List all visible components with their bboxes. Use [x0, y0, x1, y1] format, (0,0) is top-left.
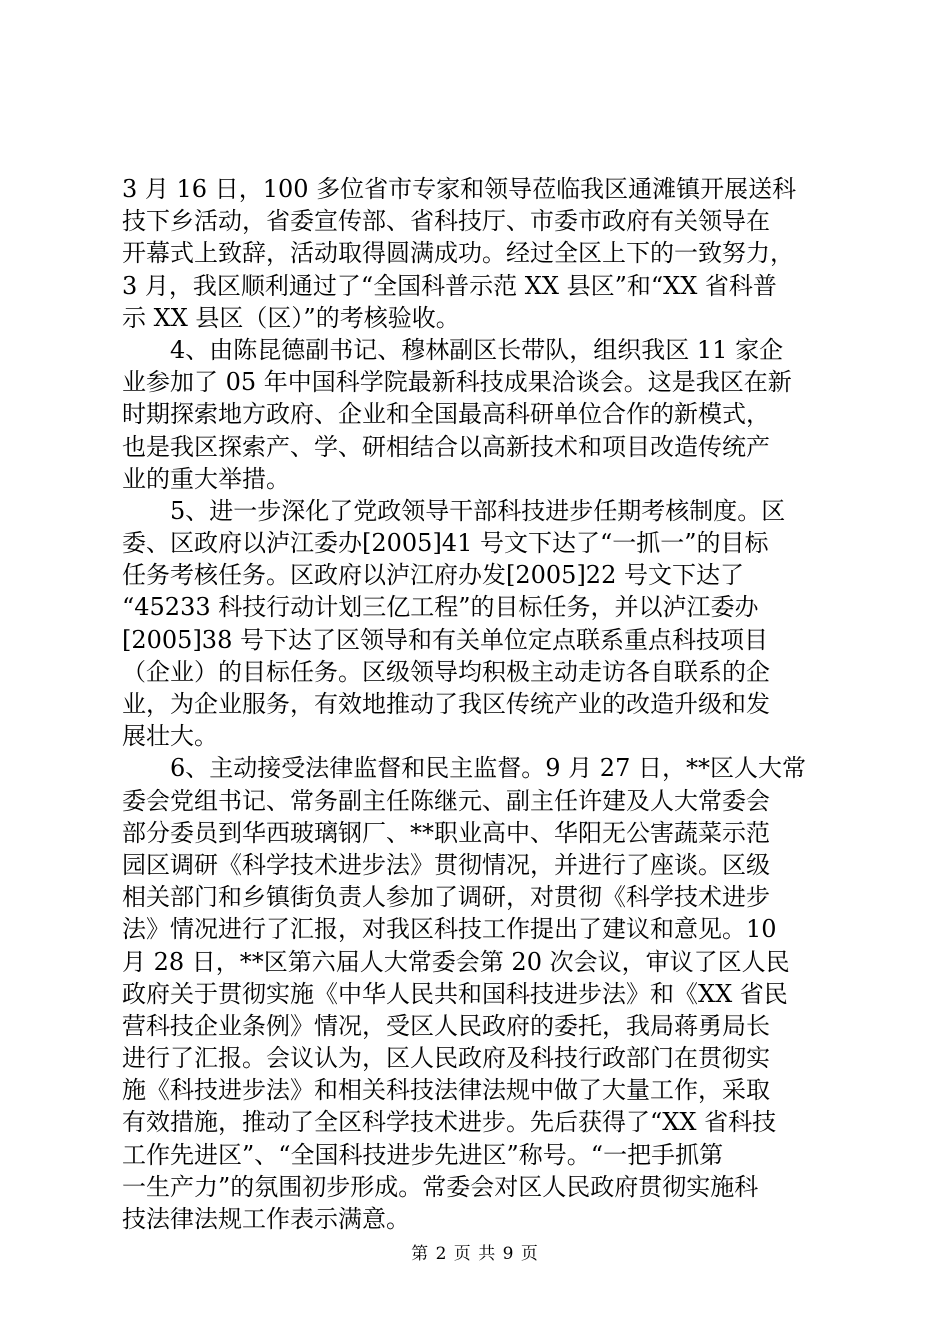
text-line: 工作先进区”、“全国科技进步先进区”称号。“一把手抓第: [122, 1140, 724, 1169]
body-text: [122, 173, 832, 1235]
text-line: 业参加了 05 年中国科学院最新科技成果洽谈会。这是我区在新: [122, 368, 792, 397]
text-line: 委会党组书记、常务副主任陈继元、副主任许建及人大常委会: [122, 786, 770, 815]
text-line: 示 XX 县区（区）”的考核验收。: [122, 303, 460, 332]
text-line: 一生产力”的氛围初步形成。常委会对区人民政府贯彻实施科: [122, 1172, 759, 1201]
text-line: 5、进一步深化了党政领导干部科技进步任期考核制度。区: [122, 496, 786, 525]
text-line: 技法律法规工作表示满意。: [122, 1205, 410, 1233]
text-line: 展壮大。: [122, 722, 218, 751]
text-line: 施《科技进步法》和相关科技法律法规中做了大量工作，采取: [122, 1076, 770, 1105]
text-line: 业的重大举措。: [122, 464, 290, 493]
text-line: 委、区政府以泸江委办[2005]41 号文下达了“一抓一”的目标: [122, 529, 769, 558]
text-line: 3 月，我区顺利通过了“全国科普示范 XX 县区”和“XX 省科普: [122, 271, 777, 300]
page-footer: 第 2 页 共 9 页: [411, 1244, 539, 1264]
text-line: 营科技企业条例》情况，受区人民政府的委托，我局蒋勇局长: [122, 1011, 770, 1040]
text-line: 技下乡活动，省委宣传部、省科技厅、市委市政府有关领导在: [122, 207, 770, 236]
text-line: 相关部门和乡镇街负责人参加了调研，对贯彻《科学技术进步: [122, 883, 770, 912]
text-line: [2005]38 号下达了区领导和有关单位定点联系重点科技项目: [122, 625, 768, 654]
text-line: “45233 科技行动计划三亿工程”的目标任务，并以泸江委办: [122, 593, 759, 622]
text-line: 法》情况进行了汇报，对我区科技工作提出了建议和意见。10: [122, 915, 777, 944]
text-line: 业，为企业服务，有效地推动了我区传统产业的改造升级和发: [122, 690, 770, 718]
text-line: （企业）的目标任务。区级领导均积极主动走访各自联系的企: [122, 657, 770, 686]
text-line: 开幕式上致辞，活动取得圆满成功。经过全区上下的一致努力，: [122, 239, 794, 268]
text-line: 时期探索地方政府、企业和全国最高科研单位合作的新模式，: [122, 400, 770, 429]
text-line: 任务考核任务。区政府以泸江府办发[2005]22 号文下达了: [122, 561, 744, 590]
text-line: 政府关于贯彻实施《中华人民共和国科技进步法》和《XX 省民: [122, 979, 788, 1008]
text-line: 园区调研《科学技术进步法》贯彻情况，并进行了座谈。区级: [122, 850, 770, 879]
text-line: 6、主动接受法律监督和民主监督。9 月 27 日，**区人大常: [122, 754, 806, 783]
text-line: 也是我区探索产、学、研相结合以高新技术和项目改造传统产: [122, 432, 770, 461]
text-line: 进行了汇报。会议认为，区人民政府及科技行政部门在贯彻实: [122, 1044, 770, 1073]
text-line: 月 28 日，**区第六届人大常委会第 20 次会议，审议了区人民: [122, 947, 790, 976]
text-line: 3 月 16 日，100 多位省市专家和领导莅临我区通滩镇开展送科: [122, 175, 797, 203]
text-line: 4、由陈昆德副书记、穆林副区长带队，组织我区 11 家企: [122, 335, 784, 364]
text-line: 部分委员到华西玻璃钢厂、**职业高中、华阳无公害蔬菜示范: [122, 818, 770, 847]
text-line: 有效措施，推动了全区科学技术进步。先后获得了“XX 省科技: [122, 1108, 777, 1137]
